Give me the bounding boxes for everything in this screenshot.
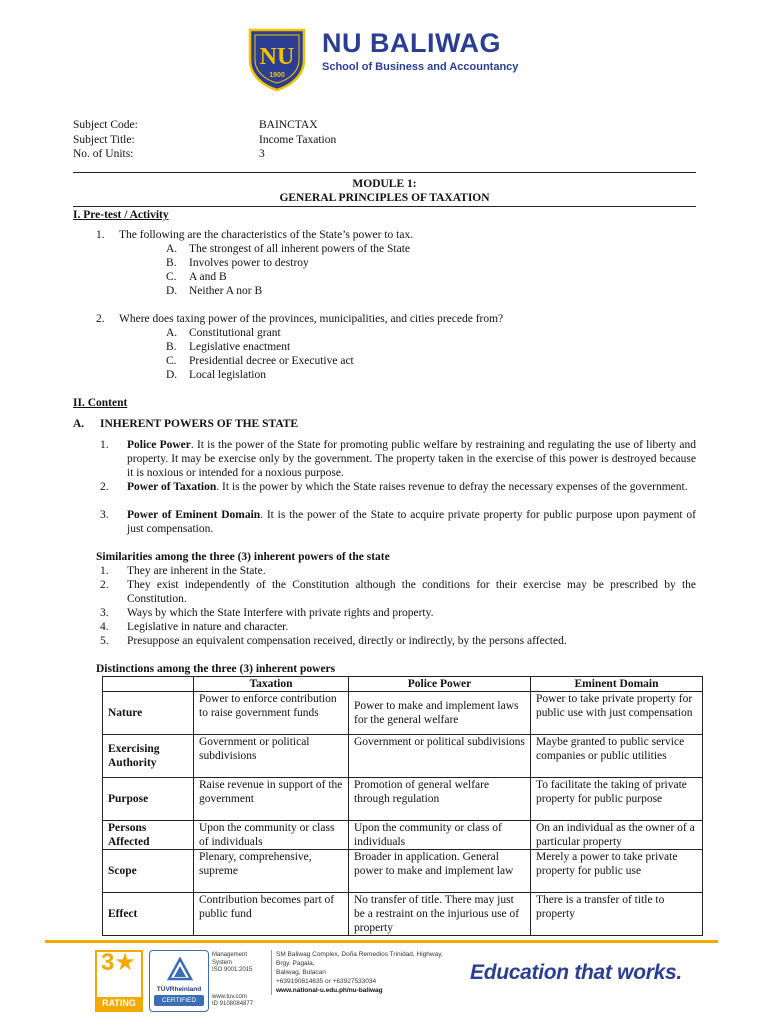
table-cell: On an individual as the owner of a particular property (531, 821, 703, 850)
power-definition (127, 438, 696, 480)
table-cell: Promotion of general welfare through regulation (349, 778, 531, 821)
tuv-triangle-icon (167, 957, 193, 981)
similarities-heading: Similarities among the three (3) inherent powers of the state (96, 551, 390, 563)
row-label: Nature (103, 692, 194, 735)
rating-value: 3★ (101, 949, 136, 976)
option-text: Presidential decree or Executive act (189, 355, 354, 367)
question-text: The following are the characteristics of the State’s power to tax. (119, 229, 414, 241)
similarity-text: Presuppose an equivalent compensation received, directly or indirectly, by the persons affected. (127, 635, 567, 647)
tuv-certified: CERTIFIED (154, 995, 204, 1006)
address-line: Baliwag, Bulacan (276, 969, 326, 976)
power-text: . It is the power of the State to acquire private property for public purpose upon payment of just compensation. (127, 509, 696, 535)
row-label: Purpose (103, 778, 194, 821)
table-cell: Power to take private property for public use with just compensation (531, 692, 703, 735)
option-text: Local legislation (189, 369, 266, 381)
pretest-heading: I. Pre-test / Activity (73, 209, 169, 221)
option-letter: C. (166, 271, 177, 283)
table-cell: No transfer of title. There may just be a restraint on the injurious use of property (349, 893, 531, 936)
option-letter: A. (166, 327, 178, 339)
option-text: Neither A nor B (189, 285, 263, 297)
power-definition (127, 480, 696, 494)
subject-info (73, 118, 373, 162)
table-cell: Plenary, comprehensive, supreme (194, 850, 349, 893)
power-term: Power of Eminent Domain (127, 509, 261, 521)
row-label: Effect (103, 893, 194, 936)
page-footer (95, 948, 715, 1018)
mgmt-id: ID 9108084877 (212, 1001, 254, 1007)
table-cell: Raise revenue in support of the government (194, 778, 349, 821)
option-letter: D. (166, 369, 178, 381)
brand-title: NU BALIWAG (322, 28, 501, 58)
option-letter: B. (166, 341, 177, 353)
row-label: Scope (103, 850, 194, 893)
units-value: 3 (259, 148, 265, 160)
table-row (103, 692, 703, 735)
table-row (103, 821, 703, 850)
rating-label: RATING (97, 997, 141, 1010)
option-letter: C. (166, 355, 177, 367)
table-cell: Power to make and implement laws for the general welfare (349, 692, 531, 735)
section-letter: A. (73, 418, 85, 430)
table-row (103, 850, 703, 893)
question-text: Where does taxing power of the provinces, municipalities, and cities precede from? (119, 313, 504, 325)
brand-subtitle: School of Business and Accountancy (322, 61, 519, 73)
table-header-cell: Taxation (194, 677, 349, 692)
table-cell: There is a transfer of title to property (531, 893, 703, 936)
address-line: Brgy. Pagala, (276, 960, 315, 967)
power-text: . It is the power by which the State raises revenue to defray the necessary expenses of the government. (216, 481, 688, 493)
option-text: Involves power to destroy (189, 257, 309, 269)
power-definition (127, 508, 696, 536)
similarity-number: 2. (100, 579, 109, 591)
table-header-cell: Eminent Domain (531, 677, 703, 692)
module-number: MODULE 1: (352, 178, 417, 190)
table-row (103, 735, 703, 778)
row-label: Persons Affected (103, 821, 194, 850)
power-term: Police Power (127, 439, 191, 451)
nu-seal-logo (244, 26, 310, 92)
table-header-cell: Police Power (349, 677, 531, 692)
table-cell: Government or political subdivisions (194, 735, 349, 778)
tagline: Education that works. (470, 961, 682, 984)
table-cell: Broader in application. General power to make and implement law (349, 850, 531, 893)
row-label: Exercising Authority (103, 735, 194, 778)
subject-code-label: Subject Code: (73, 119, 138, 131)
power-number: 3. (100, 509, 109, 521)
similarity-number: 1. (100, 565, 109, 577)
module-title: GENERAL PRINCIPLES OF TAXATION (279, 192, 490, 204)
table-cell: Maybe granted to public service companies or public utilities (531, 735, 703, 778)
mgmt-line: System (212, 959, 233, 966)
tuv-name: TÜVRheinland (156, 986, 202, 993)
option-letter: B. (166, 257, 177, 269)
mgmt-line: ISO 9001:2015 (212, 967, 253, 973)
divider-bottom (73, 206, 696, 207)
table-cell: To facilitate the taking of private property for public purpose (531, 778, 703, 821)
tuv-certification-badge (149, 950, 209, 1012)
power-number: 1. (100, 439, 109, 451)
campus-address (271, 950, 466, 995)
table-cell: Government or political subdivisions (349, 735, 531, 778)
question-number: 2. (96, 313, 105, 325)
table-row (103, 778, 703, 821)
similarity-text: Ways by which the State Interfere with private rights and property. (127, 607, 434, 619)
address-line: +639190814635 or +63927533034 (276, 978, 377, 985)
subject-code-row (73, 118, 373, 133)
similarity-text: They are inherent in the State. (127, 565, 266, 577)
table-header-cell (103, 677, 194, 692)
seal-letters: NU (259, 44, 295, 70)
footer-divider (45, 940, 718, 943)
website-link[interactable]: www.national-u.edu.ph/nu-baliwag (276, 987, 383, 994)
table-cell: Merely a power to take private property for public use (531, 850, 703, 893)
power-number: 2. (100, 481, 109, 493)
subject-title-row (73, 133, 373, 148)
similarity-number: 4. (100, 621, 109, 633)
option-letter: D. (166, 285, 178, 297)
distinctions-table (102, 676, 703, 936)
units-label: No. of Units: (73, 148, 134, 160)
rating-badge (95, 950, 143, 1012)
question-number: 1. (96, 229, 105, 241)
option-text: Legislative enactment (189, 341, 291, 353)
table-row (103, 893, 703, 936)
section-title: INHERENT POWERS OF THE STATE (100, 418, 299, 430)
similarity-number: 3. (100, 607, 109, 619)
address-line: SM Baliwag Complex, Doña Remedios Trinidad, Highway, (276, 951, 443, 958)
power-term: Power of Taxation (127, 481, 217, 493)
option-letter: A. (166, 243, 178, 255)
subject-code-value: BAINCTAX (259, 119, 318, 131)
similarity-number: 5. (100, 635, 109, 647)
table-cell: Power to enforce contribution to raise government funds (194, 692, 349, 735)
power-text: . It is the power of the State for promoting public welfare by restraining and regulating the use of liberty and property. It may be exercise only by the government. The property taken in the exercise of this power is destroyed because it is noxious or intended for a noxious purpose. (127, 439, 696, 479)
similarity-text: They exist independently of the Constitution although the conditions for their exercise may be prescribed by the Constitution. (127, 579, 696, 605)
table-header-row (103, 677, 703, 692)
mgmt-line: Management (212, 952, 248, 958)
similarity-text: Legislative in nature and character. (127, 621, 289, 633)
mgmt-web: www.tuv.com (212, 993, 247, 1000)
page-header (244, 22, 544, 94)
table-cell: Upon the community or class of individuals (194, 821, 349, 850)
distinctions-heading: Distinctions among the three (3) inherent powers (96, 663, 336, 675)
table-cell: Upon the community or class of individuals (349, 821, 531, 850)
table-cell: Contribution becomes part of public fund (194, 893, 349, 936)
subject-title-value: Income Taxation (259, 133, 337, 146)
units-row (73, 147, 373, 162)
option-text: A and B (189, 271, 227, 283)
seal-year: 1900 (269, 72, 285, 79)
option-text: Constitutional grant (189, 327, 281, 339)
management-system-info (212, 952, 268, 1009)
subject-title-label: Subject Title: (73, 133, 135, 146)
option-text: The strongest of all inherent powers of the State (189, 243, 410, 255)
content-heading: II. Content (73, 397, 128, 409)
divider-top (73, 172, 696, 173)
